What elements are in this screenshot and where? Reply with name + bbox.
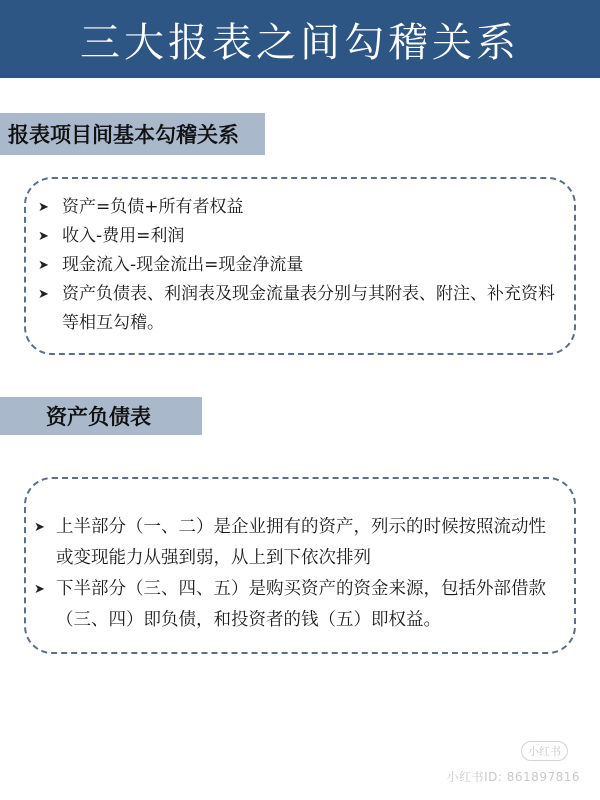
list-item-text: 资产=负债+所有者权益	[62, 197, 244, 217]
card-balance-sheet	[24, 477, 576, 654]
list-item	[36, 251, 560, 280]
page-title: 三大报表之间勾稽关系	[80, 19, 520, 66]
section-heading-basic-relations: 报表项目间基本勾稽关系	[8, 123, 239, 147]
list-item	[36, 222, 560, 251]
card-basic-relations	[24, 177, 576, 355]
list-item-text: 上半部分（一、二）是企业拥有的资产，列示的时候按照流动性或变现能力从强到弱，从上到下依次排列	[56, 517, 546, 568]
arrow-bullet-icon: ➤	[34, 520, 45, 535]
list-item	[34, 574, 560, 636]
arrow-bullet-icon: ➤	[34, 582, 45, 597]
section-tag-balance-sheet	[0, 397, 202, 435]
arrow-bullet-icon: ➤	[38, 229, 49, 244]
list-item	[36, 280, 560, 338]
list-item-text: 下半部分（三、四、五）是购买资产的资金来源，包括外部借款（三、四）即负债，和投资者的钱（五）即权益。	[56, 579, 546, 630]
bullet-list-basic-relations	[36, 193, 560, 338]
list-item-text: 现金流入-现金流出=现金净流量	[62, 255, 304, 275]
list-item	[34, 512, 560, 574]
section-heading-balance-sheet: 资产负债表	[46, 405, 151, 429]
bullet-list-balance-sheet	[34, 512, 560, 636]
watermark-id: 小红书ID: 861897816	[446, 770, 580, 784]
arrow-bullet-icon: ➤	[38, 287, 49, 302]
arrow-bullet-icon: ➤	[38, 258, 49, 273]
section-tag-basic-relations	[0, 113, 265, 155]
list-item-text: 收入-费用=利润	[62, 226, 185, 246]
list-item	[36, 193, 560, 222]
list-item-text: 资产负债表、利润表及现金流量表分别与其附表、附注、补充资料等相互勾稽。	[62, 284, 555, 333]
watermark-logo: 小红书	[521, 741, 568, 761]
title-banner	[0, 0, 600, 78]
arrow-bullet-icon: ➤	[38, 200, 49, 215]
